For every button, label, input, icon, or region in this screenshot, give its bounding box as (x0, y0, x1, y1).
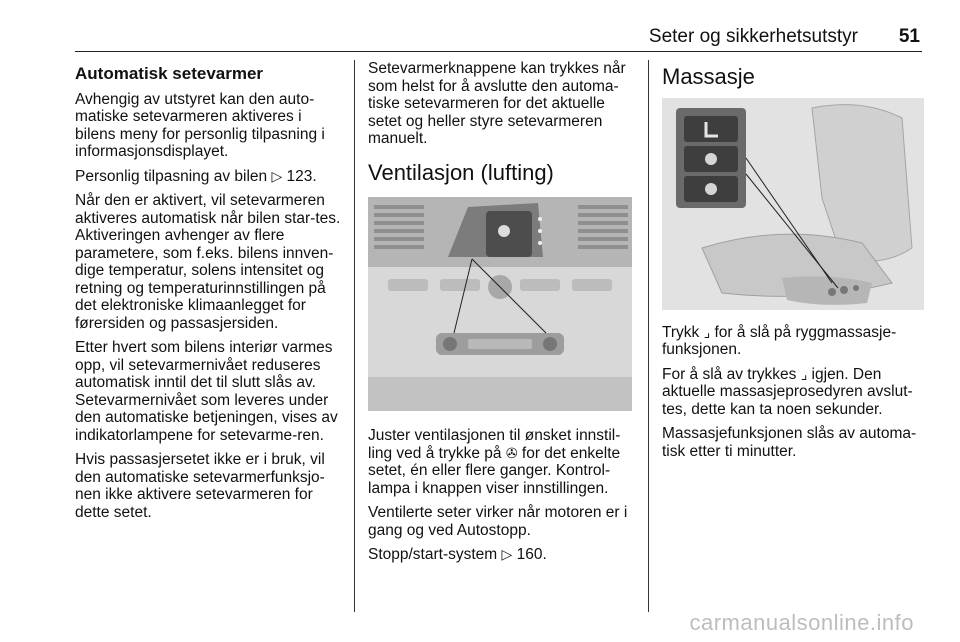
heading-automatisk-setevarmer: Automatisk setevarmer (75, 64, 264, 83)
page-number: 51 (898, 26, 920, 47)
ventilation-buttons-photo (368, 197, 632, 411)
paragraph: Avhengig av utstyret kan den auto-matiske setevarmeren aktiveres i bilens meny for personlig tilpasning i informasjonsdisplayet. (75, 90, 325, 160)
column-1 (75, 60, 341, 528)
paragraph: Ventilerte seter virker når motoren er i gang og ved Autostopp. (368, 504, 628, 539)
column-2 (368, 60, 634, 571)
seat-ventilation-icon: ✇ (505, 444, 518, 461)
page-ref[interactable]: 160. (516, 546, 547, 563)
paragraph-personlig-tilpasning: Personlig tilpasning av bilen ▷ 123. (75, 167, 317, 185)
page-ref-arrow-icon: ▷ (501, 546, 513, 562)
paragraph-ventilasjon: Juster ventilasjonen til ønsket innstil-ling ved å trykke på ✇ for det enkelte setet, én eller flere ganger. Kontrol-lampa i knappen viser innstillingen. (368, 427, 621, 497)
massage-icon: ⌟ (703, 323, 711, 340)
paragraph: Når den er aktivert, vil setevarmeren aktiveres automatisk når bilen star-tes. Aktiveringen avhenger av flere parametere, som f.eks. bilens innven-dige temperatur, solens intensitet og retning og temperaturinnstillingen på det elektroniske klimaanlegget for førersiden og passasjersiden. (75, 192, 341, 332)
massage-icon: ⌟ (800, 365, 808, 382)
heading-massasje: Massasje (662, 64, 755, 89)
paragraph: Etter hvert som bilens interiør varmes opp, vil setevarmernivået reduseres automatisk inntil det til slutt slås av. Setevarmernivået som leveres under den automatiske betjeningen, vises av indikatorlampene for setevarme-ren. (75, 339, 338, 444)
page-header (75, 20, 922, 52)
paragraph: Massasjefunksjonen slås av automa-tisk etter ti minutter. (662, 425, 917, 460)
paragraph: Hvis passasjersetet ikke er i bruk, vil den automatiske setevarmerfunksjo-nen ikke aktivere setevarmeren for dette setet. (75, 451, 325, 521)
paragraph-stopp-start: Stopp/start-system ▷ 160. (368, 546, 547, 563)
column-3 (662, 60, 924, 467)
page-ref-arrow-icon: ▷ (271, 167, 283, 184)
column-divider (648, 60, 649, 612)
paragraph: Setevarmerknappene kan trykkes når som helst for å avslutte den automa-tiske setevarmeren for det aktuelle setet og heller styre setevarmeren manuelt. (368, 60, 626, 147)
page-ref[interactable]: 123. (286, 167, 317, 185)
massage-seat-photo (662, 98, 924, 310)
column-divider (354, 60, 355, 612)
header-rule (75, 51, 922, 52)
section-title: Seter og sikkerhetsutstyr (648, 26, 858, 47)
watermark: carmanualsonline.info (689, 610, 914, 635)
heading-ventilasjon: Ventilasjon (lufting) (368, 159, 554, 185)
paragraph-trykk: Trykk ⌟ for å slå på ryggmassasje-funksjonen. (662, 323, 897, 358)
paragraph-sla-av: For å slå av trykkes ⌟ igjen. Den aktuelle massasjeprosedyren avslut-tes, dette kan ta noen sekunder. (662, 365, 913, 418)
